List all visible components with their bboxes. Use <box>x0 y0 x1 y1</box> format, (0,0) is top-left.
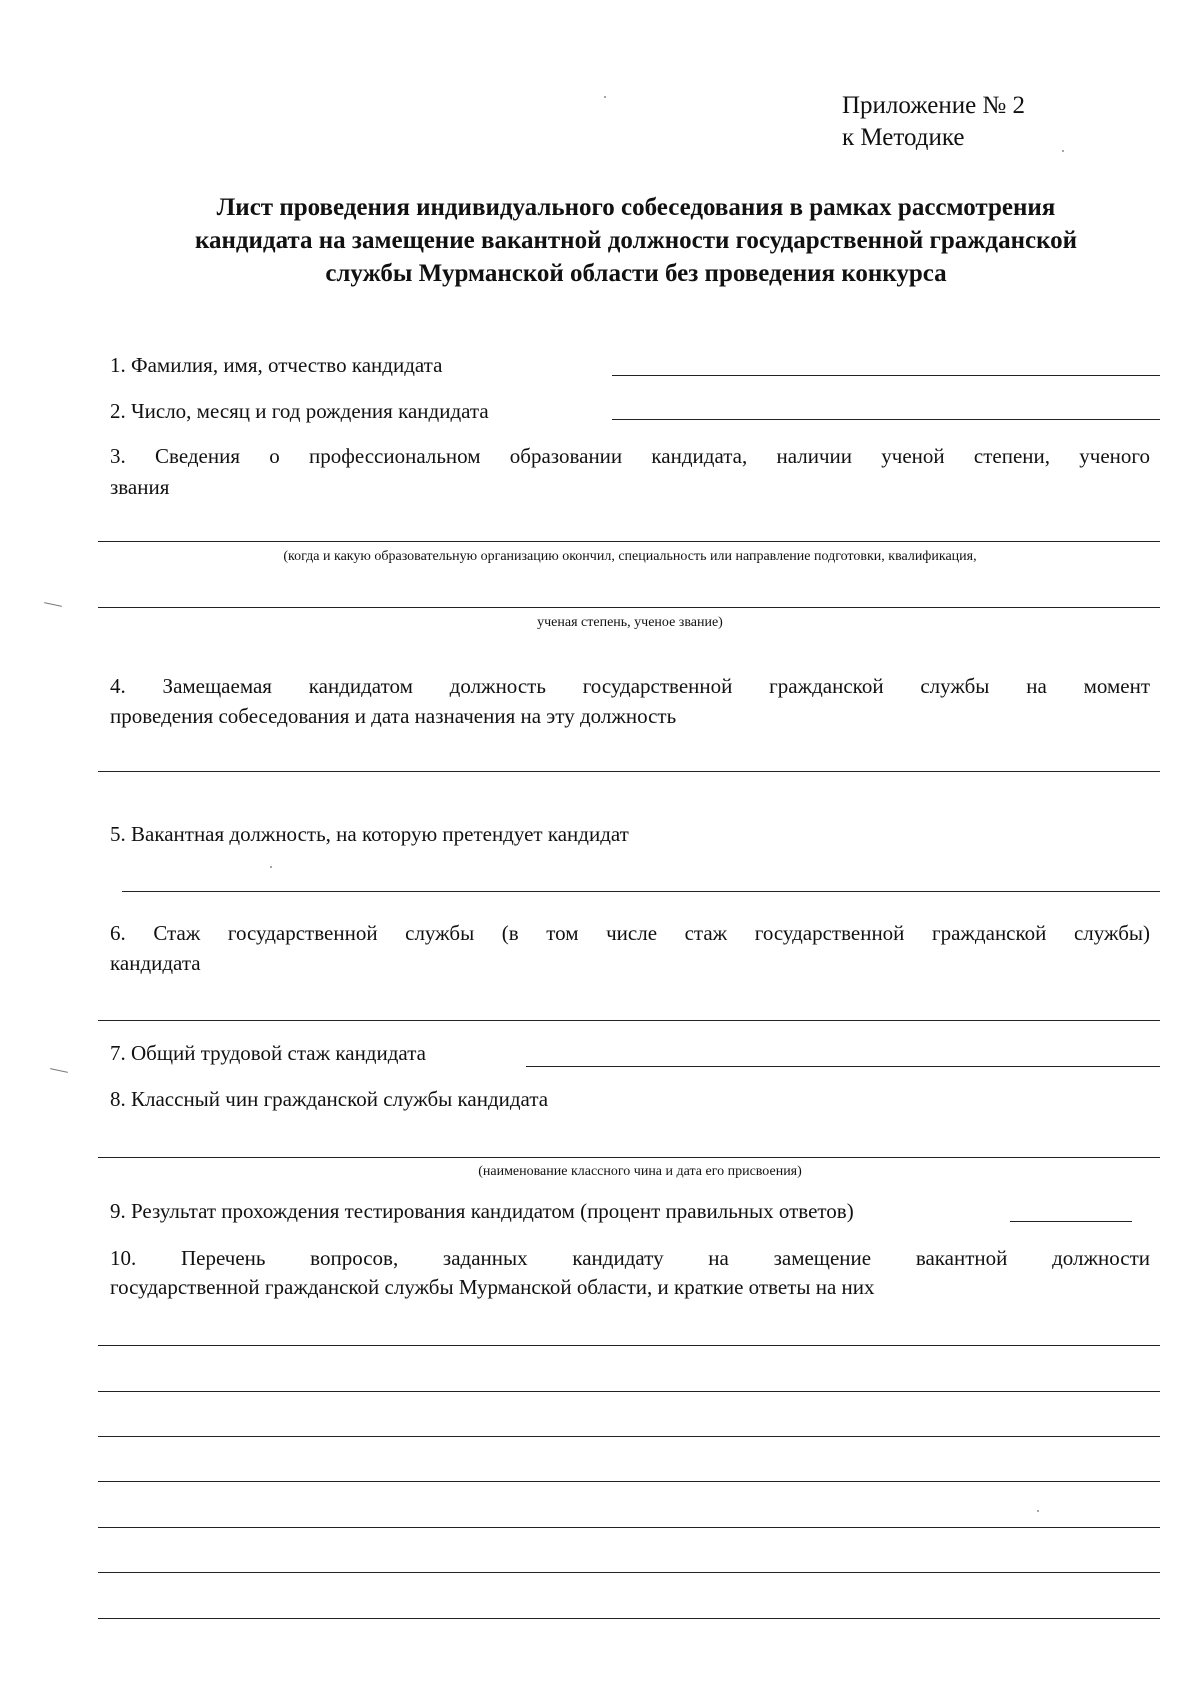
answer-line-1[interactable] <box>98 1345 1160 1346</box>
item-9-label: 9. Результат прохождения тестирования кандидатом (процент правильных ответов) <box>110 1199 854 1223</box>
item-3-label-line-1: 3. Сведения о профессиональном образовании кандидата, наличии ученой степени, ученого <box>110 444 1150 468</box>
item-3-label-line-2: звания <box>110 475 170 499</box>
item-1-fill-line[interactable] <box>612 375 1160 376</box>
answer-line-5[interactable] <box>98 1527 1160 1528</box>
item-3-caption-2: ученая степень, ученое звание) <box>537 615 723 630</box>
item-10-label-line-2: государственной гражданской службы Мурманской области, и краткие ответы на них <box>110 1275 875 1299</box>
scan-dot <box>270 866 272 868</box>
item-8-fill-line[interactable] <box>98 1157 1160 1158</box>
item-10-label-line-1: 10. Перечень вопросов, заданных кандидату на замещение вакантной должности <box>110 1246 1150 1270</box>
item-7-label: 7. Общий трудовой стаж кандидата <box>110 1041 426 1065</box>
item-8-caption: (наименование классного чина и дата его присвоения) <box>478 1164 802 1179</box>
item-2-label: 2. Число, месяц и год рождения кандидата <box>110 399 489 423</box>
item-9-fill-line[interactable] <box>1010 1221 1132 1222</box>
title-line-1: Лист проведения индивидуального собеседования в рамках рассмотрения <box>216 194 1056 221</box>
item-3-fill-line-2[interactable] <box>98 607 1160 608</box>
item-8-label: 8. Классный чин гражданской службы кандидата <box>110 1087 549 1111</box>
scan-dot <box>604 96 606 98</box>
scan-mark <box>50 1068 68 1073</box>
scan-mark <box>44 602 62 607</box>
item-4-label-line-2: проведения собеседования и дата назначения на эту должность <box>110 704 677 728</box>
answer-line-7[interactable] <box>98 1618 1160 1619</box>
appendix-reference: к Методике <box>842 124 965 151</box>
title-line-2: кандидата на замещение вакантной должности государственной гражданской <box>194 227 1078 254</box>
answer-line-2[interactable] <box>98 1391 1160 1392</box>
scan-dot <box>1062 150 1064 152</box>
item-4-label-line-1: 4. Замещаемая кандидатом должность государственной гражданской службы на момент <box>110 674 1150 698</box>
item-3-caption-1: (когда и какую образовательную организацию окончил, специальность или направление подготовки, квалификация, <box>283 549 977 564</box>
title-line-3: службы Мурманской области без проведения конкурса <box>325 260 947 287</box>
item-6-fill-line[interactable] <box>98 1020 1160 1021</box>
item-6-label-line-2: кандидата <box>110 951 201 975</box>
answer-line-4[interactable] <box>98 1481 1160 1482</box>
document-title <box>110 191 1162 290</box>
item-5-fill-line[interactable] <box>122 891 1160 892</box>
appendix-header <box>842 90 1025 154</box>
appendix-number: Приложение № 2 <box>842 92 1026 119</box>
item-1-label: 1. Фамилия, имя, отчество кандидата <box>110 353 443 377</box>
item-2-fill-line[interactable] <box>612 419 1160 420</box>
scan-dot <box>1037 1510 1039 1512</box>
item-4-fill-line[interactable] <box>98 771 1160 772</box>
answer-line-3[interactable] <box>98 1436 1160 1437</box>
answer-line-6[interactable] <box>98 1572 1160 1573</box>
item-6-label-line-1: 6. Стаж государственной службы (в том числе стаж государственной гражданской службы) <box>110 921 1150 945</box>
item-3-fill-line-1[interactable] <box>98 541 1160 542</box>
item-5-label: 5. Вакантная должность, на которую претендует кандидат <box>110 822 629 846</box>
item-7-fill-line[interactable] <box>526 1066 1160 1067</box>
